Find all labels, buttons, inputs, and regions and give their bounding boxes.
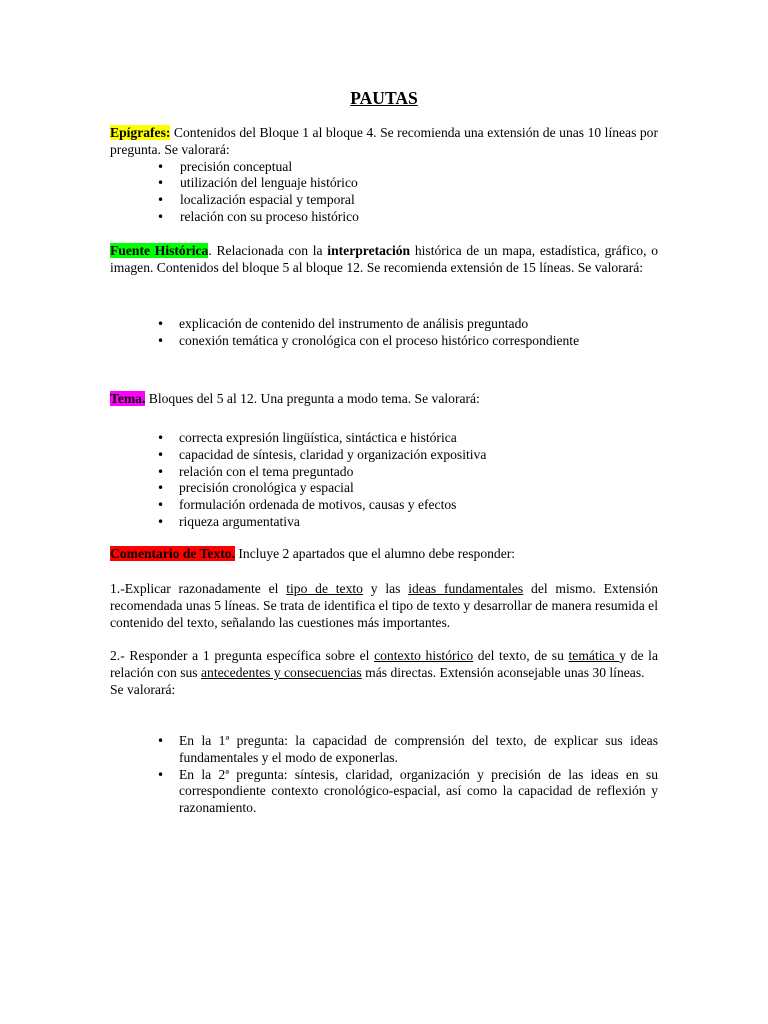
se-valorara: Se valorará: [110,681,176,697]
p2-text-c: y de la relación con sus [110,648,658,680]
list-item: • En la 2ª pregunta: síntesis, claridad, organización y precisión de las ideas en su correspondiente contexto cronológico-espacial, así como la capacidad de reflexión y razonamiento. [110,767,658,817]
list-item: • utilización del lenguaje histórico [110,175,658,192]
list-item: • precisión cronológica y espacial [110,480,658,497]
p1-text-c: del mismo. Extensión recomendada unas 5 líneas. Se trata de identifica el tipo de texto y desarrollar de manera resumida el contenido del texto, señalando las cuestiones más importantes. [110,581,658,630]
tema-list [110,430,658,531]
fuente-text-after: histórica de un mapa, estadística, gráfico, o imagen. Contenidos del bloque 5 al bloque 12. Se recomienda extensión de 15 líneas. Se valorará: [110,243,658,275]
section-comentario [110,546,658,563]
comentario-point-1 [110,581,658,631]
list-item: • correcta expresión lingüística, sintáctica e histórica [110,430,658,447]
fuente-list-wrap [110,316,658,350]
section-epigrafes [110,125,658,226]
p1-underline-ideas: ideas fundamentales [408,581,524,596]
epigrafes-text: Contenidos del Bloque 1 al bloque 4. Se recomienda una extensión de unas 10 líneas por pregunta. Se valorará: [110,125,658,157]
epigrafes-label: Epígrafes: [110,125,171,140]
section-tema [110,391,658,408]
fuente-paragraph [110,243,658,277]
p2-text-a: 2.- Responder a 1 pregunta específica sobre el [110,648,375,663]
list-item: • explicación de contenido del instrumento de análisis preguntado [110,316,658,333]
comentario-list-wrap [110,733,658,817]
list-item: • riqueza argumentativa [110,514,658,531]
list-item: • precisión conceptual [110,159,658,176]
p1-text-a: 1.-Explicar razonadamente el [110,581,287,596]
comentario-point-2 [110,648,658,698]
comentario-text: Incluye 2 apartados que el alumno debe responder: [234,546,516,561]
page-title: PAUTAS [350,88,418,108]
list-item: • relación con su proceso histórico [110,209,658,226]
p2-underline-tematica: temática [568,648,620,663]
p2-underline-antecedentes: antecedentes y consecuencias [200,664,362,680]
list-item: • En la 1ª pregunta: la capacidad de comprensión del texto, de explicar sus ideas fundamentales y el modo de exponerlas. [110,733,658,767]
tema-list-wrap [110,430,658,531]
p1-text-b: y las [362,581,409,596]
section-fuente-historica [110,243,658,277]
tema-paragraph [110,391,658,408]
fuente-label: Fuente Histórica [110,243,209,258]
list-item: • capacidad de síntesis, claridad y organización expositiva [110,447,658,464]
comentario-list [110,733,658,817]
p2-text-d: más directas. Extensión aconsejable unas 30 líneas. [361,664,645,680]
list-item: • relación con el tema preguntado [110,464,658,481]
list-item: • formulación ordenada de motivos, causas y efectos [110,497,658,514]
tema-text: Bloques del 5 al 12. Una pregunta a modo tema. Se valorará: [145,391,480,406]
p1-underline-tipo: tipo de texto [286,581,363,596]
epigrafes-list [110,159,658,226]
list-item: • conexión temática y cronológica con el proceso histórico correspondiente [110,333,658,350]
fuente-text-before: . Relacionada con la [208,243,328,258]
p2-underline-contexto: contexto histórico [374,648,474,663]
comentario-label: Comentario de Texto. [110,546,235,561]
list-item: • localización espacial y temporal [110,192,658,209]
fuente-bold-word: interpretación [327,243,411,258]
fuente-list [110,316,658,350]
comentario-paragraph [110,546,658,563]
p2-text-b: del texto, de su [473,648,569,663]
tema-label: Tema. [110,391,146,406]
epigrafes-paragraph [110,125,658,159]
